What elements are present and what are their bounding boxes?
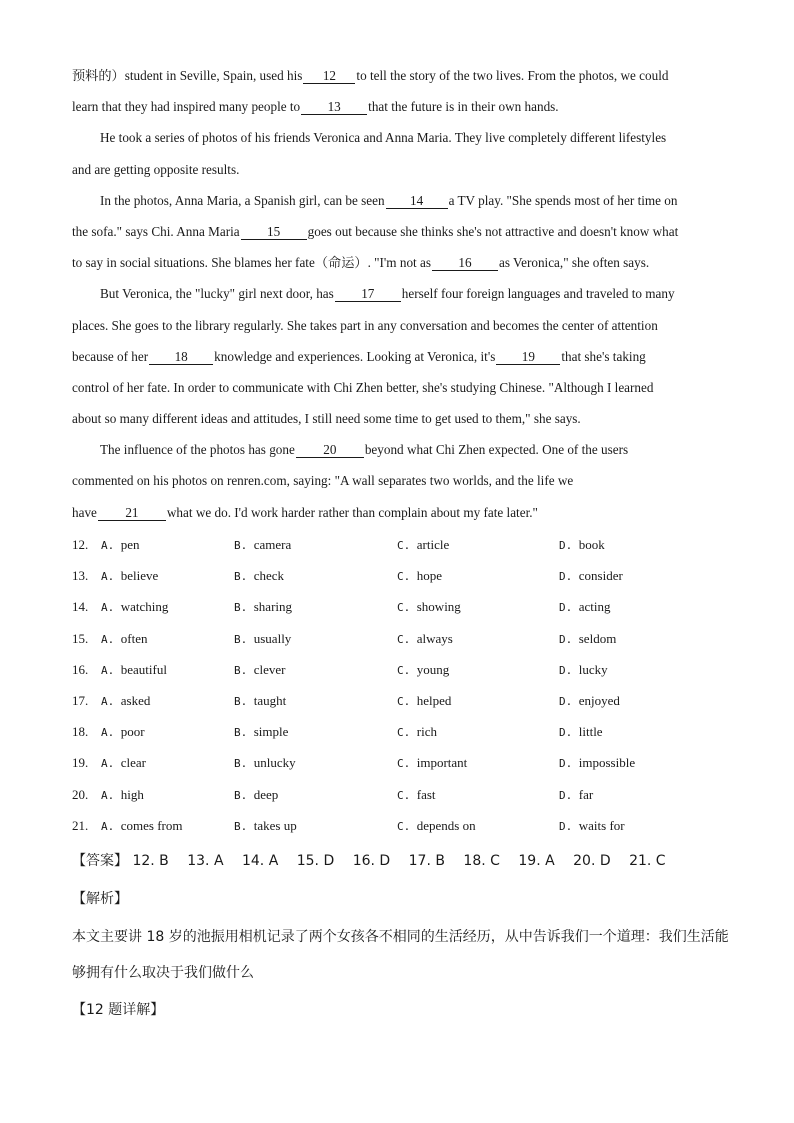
answer-key: [72, 850, 680, 870]
blank-20: 20: [296, 443, 364, 458]
passage-line: places. She goes to the library regularly. She takes part in any conversation and becomes the center of attention: [72, 317, 658, 333]
passage-line: [72, 343, 724, 374]
option-a: A. beautiful: [101, 661, 167, 677]
option-b: B. check: [234, 568, 285, 584]
text-run: as Veronica," she often says.: [499, 255, 650, 271]
question-number: 14.: [72, 599, 89, 615]
option-a: A. poor: [101, 724, 145, 740]
detail-heading: 【12 题详解】: [72, 1002, 165, 1018]
option-b: B. camera: [234, 537, 292, 552]
passage-line: [72, 499, 724, 530]
option-a: A. clear: [101, 755, 147, 771]
option-d: D. far: [559, 786, 594, 802]
passage-line: [72, 249, 724, 280]
option-b: B. simple: [234, 724, 289, 740]
answer-item: 19. A: [518, 853, 555, 869]
option-a: A. often: [101, 630, 148, 646]
passage-line: [72, 93, 724, 124]
option-b: B. usually: [234, 630, 292, 646]
option-d: D. lucky: [559, 661, 608, 677]
passage-line: [72, 187, 724, 218]
passage-line: He took a series of photos of his friends Veronica and Anna Maria. They live completely different lifestyles: [100, 130, 667, 146]
option-c: C. always: [397, 630, 453, 646]
option-c: C. important: [397, 755, 468, 771]
question-number: 18.: [72, 724, 89, 740]
analysis-text-line-2: 够拥有什么取决于我们做什么: [72, 965, 254, 981]
answer-item: 14. A: [241, 853, 279, 869]
option-a: A. pen: [101, 537, 140, 552]
passage-line: and are getting opposite results.: [72, 161, 240, 177]
blank-18: 18: [149, 350, 213, 365]
text-run: to say in social situations. She blames her fate（命运）. "I'm not as: [72, 255, 431, 271]
analysis-text-line-1: 本文主要讲 18 岁的池振用相机记录了两个女孩各不相同的生活经历，从中告诉我们一个道理：我们生活能: [72, 929, 729, 945]
blank-16: 16: [432, 256, 498, 271]
passage-line: about so many different ideas and attitudes, I still need some time to get used to them," she says.: [72, 411, 581, 427]
passage-line: control of her fate. In order to communicate with Chi Zhen better, she's studying Chinese. "Although I learned: [72, 379, 654, 395]
option-c: C. helped: [397, 692, 452, 708]
blank-21: 21: [98, 506, 166, 521]
text-run: learn that they had inspired many people to: [72, 99, 301, 115]
question-number: 20.: [72, 786, 89, 802]
passage-line: [72, 436, 724, 467]
text-run: have: [72, 504, 97, 520]
option-d: D. consider: [559, 568, 623, 584]
answer-item: 13. A: [187, 853, 224, 869]
question-number: 19.: [72, 755, 89, 771]
text-run: what we do. I'd work harder rather than complain about my fate later.": [166, 504, 538, 520]
option-c: C. young: [397, 661, 450, 677]
text-run: the sofa." says Chi. Anna Maria: [72, 223, 240, 239]
option-d: D. acting: [559, 599, 611, 615]
answer-item: 18. C: [463, 853, 500, 869]
question-number: 21.: [72, 817, 89, 833]
option-d: D. enjoyed: [559, 692, 620, 708]
option-d: D. book: [559, 537, 605, 552]
option-b: B. sharing: [234, 599, 293, 615]
question-number: 17.: [72, 692, 89, 708]
option-b: B. unlucky: [234, 755, 296, 771]
option-b: B. deep: [234, 786, 279, 802]
question-number: 12.: [72, 537, 89, 552]
blank-17: 17: [335, 287, 401, 302]
passage-line: [72, 280, 724, 311]
option-c: C. hope: [397, 568, 443, 584]
analysis-heading: 【解析】: [72, 891, 128, 907]
blank-19: 19: [496, 350, 560, 365]
option-a: A. believe: [101, 568, 159, 584]
text-run: that she's taking: [561, 348, 646, 364]
option-a: A. asked: [101, 692, 151, 708]
text-run: knowledge and experiences. Looking at Veronica, it's: [214, 348, 496, 364]
option-d: D. seldom: [559, 630, 617, 646]
option-c: C. rich: [397, 724, 437, 740]
question-number: 13.: [72, 568, 89, 584]
answer-item: 15. D: [296, 853, 335, 869]
text-run: a TV play. "She spends most of her time on: [448, 192, 678, 208]
option-c: C. showing: [397, 599, 461, 615]
text-run: In the photos, Anna Maria, a Spanish girl, can be seen: [100, 192, 385, 208]
answer-item: 20. D: [573, 853, 611, 869]
option-c: C. fast: [397, 786, 436, 802]
option-c: C. article: [397, 537, 450, 552]
passage-line: [72, 62, 724, 93]
answer-item: 17. B: [408, 853, 445, 869]
text-run: that the future is in their own hands.: [368, 99, 559, 115]
text-run: herself four foreign languages and traveled to many: [401, 286, 675, 302]
passage-text: [72, 62, 724, 530]
text-run: to tell the story of the two lives. From the photos, we could: [356, 68, 669, 83]
option-c: C. depends on: [397, 817, 476, 833]
passage-line: commented on his photos on renren.com, saying: "A wall separates two worlds, and the life we: [72, 473, 574, 489]
question-number: 15.: [72, 630, 89, 646]
option-b: B. clever: [234, 661, 286, 677]
answer-item: 21. C: [629, 853, 666, 869]
blank-13: 13: [301, 100, 367, 115]
passage-line: [72, 218, 724, 249]
option-d: D. impossible: [559, 755, 636, 771]
question-number: 16.: [72, 661, 89, 677]
text-run: goes out because she thinks she's not attractive and doesn't know what: [307, 223, 679, 239]
text-run: 预料的）student in Seville, Spain, used his: [72, 68, 303, 83]
option-d: D. little: [559, 724, 603, 740]
option-a: A. watching: [101, 599, 169, 615]
option-b: B. taught: [234, 692, 287, 708]
option-d: D. waits for: [559, 817, 625, 833]
blank-15: 15: [241, 225, 307, 240]
text-run: The influence of the photos has gone: [100, 442, 295, 458]
answer-item: 12. B: [132, 853, 169, 869]
answer-item: 16. D: [352, 853, 391, 869]
text-run: But Veronica, the "lucky" girl next door, has: [100, 286, 334, 302]
option-a: A. high: [101, 786, 144, 802]
option-a: A. comes from: [101, 817, 183, 833]
text-run: because of her: [72, 348, 149, 364]
option-b: B. takes up: [234, 817, 297, 833]
blank-12: 12: [303, 69, 355, 84]
blank-14: 14: [386, 194, 448, 209]
text-run: beyond what Chi Zhen expected. One of the users: [364, 442, 629, 458]
answer-tag: 【答案】: [72, 853, 128, 869]
